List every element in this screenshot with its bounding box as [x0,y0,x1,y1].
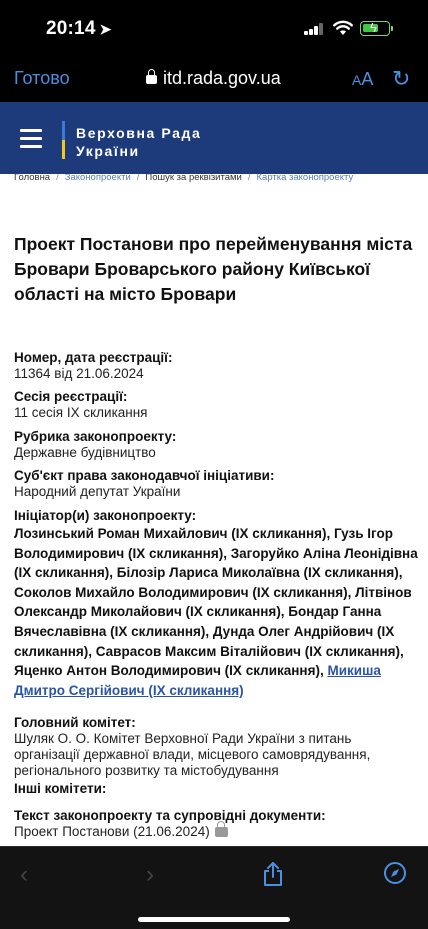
breadcrumb-search[interactable]: Пошук за реквізитами [145,174,242,183]
site-logo[interactable] [76,124,201,160]
home-indicator[interactable] [138,917,290,922]
field-label: Інші комітети: [14,781,107,796]
field-label: Ініціатор(и) законопроекту: [14,508,197,523]
field-other-committees [14,781,418,797]
site-header [0,102,428,174]
field-session [14,389,418,421]
initiator-link[interactable]: Микиша Дмитро Сергійович (IX скликання) [14,663,381,698]
document-link[interactable] [14,824,418,840]
field-value: Шуляк О. О. Комітет Верховної Ради України з питань організації державної влади, місцевого самоврядування, регіонального розвитку та містобудування [14,731,371,778]
lock-icon [215,827,228,837]
cellular-signal-icon [304,23,324,35]
field-label: Головний комітет: [14,715,136,730]
breadcrumb-bills[interactable]: Законопроекти [64,174,131,183]
field-label: Текст законопроекту та супровідні документи: [14,808,326,823]
charging-bolt-icon: ϟ [370,20,377,35]
field-label: Сесія реєстрації: [14,389,128,404]
brand-line-2: України [76,143,140,159]
url-text: itd.rada.gov.ua [163,68,281,88]
compass-icon[interactable] [383,861,407,885]
field-initiators [14,508,418,700]
address-bar[interactable] [146,68,281,89]
breadcrumb-card: Картка законопроекту [256,174,354,183]
browser-bar [0,56,428,102]
lock-icon [146,75,157,84]
brand-flag-bar [62,121,65,159]
field-label: Суб'єкт права законодавчої ініціативи: [14,468,275,483]
field-value: Народний депутат України [14,484,181,499]
wifi-icon [333,20,353,36]
done-button[interactable]: Готово [14,68,70,88]
field-value: Державне будівництво [14,445,156,460]
status-bar [0,0,428,56]
brand-line-1: Верховна Рада [76,125,202,141]
location-arrow-icon: ➤ [99,21,112,37]
field-label: Рубрика законопроекту: [14,429,177,444]
breadcrumb: Головна / Законопроекти / Пошук за реквізитами / Картка законопроекту [14,174,354,183]
breadcrumb-home[interactable]: Головна [14,174,51,183]
initiators-text: Лозинський Роман Михайлович (IX скликання), Гузь Ігор Володимирович (IX скликання), Загоруйко Аліна Леонідівна (IX скликання), Білозір Лариса Миколаївна (IX скликання), Соколов Михайло Володимирович (IX скликання), Літвінов Олександр Миколайович (IX скликання), Бондар Ганна Вячеславівна (IX скликання), Дунда Олег Андрійович (IX скликання), Саврасов Максим Віталійович (IX скликання), Яценко Антон Володимирович (IX скликання), [14,526,418,679]
aa-large: A [361,69,374,89]
field-value: 11364 від 21.06.2024 [14,366,144,381]
back-icon[interactable]: ‹ [20,861,28,888]
initiators-list [14,524,418,700]
battery-cap [391,26,393,31]
field-main-committee [14,715,418,779]
text-size-button[interactable] [352,69,373,90]
battery-icon [360,21,390,36]
time-text: 20:14 [46,18,96,39]
page-title: Проект Постанови про перейменування міста Бровари Броварського району Київської області на місто Бровари [14,234,413,304]
share-icon[interactable] [262,861,284,887]
aa-small: A [352,72,362,88]
reload-icon[interactable]: ↻ [392,66,411,91]
field-value: 11 сесія IX скликання [14,405,148,420]
field-rubric [14,429,418,461]
field-registration [14,350,418,382]
browser-toolbar [0,846,428,929]
field-subject [14,468,418,500]
document-title: Проект Постанови (21.06.2024) [14,824,210,839]
menu-icon[interactable] [20,127,42,149]
page-content [0,174,428,846]
field-documents [14,808,418,840]
forward-icon[interactable]: › [146,861,154,888]
field-label: Номер, дата реєстрації: [14,350,173,365]
status-time [46,18,112,40]
